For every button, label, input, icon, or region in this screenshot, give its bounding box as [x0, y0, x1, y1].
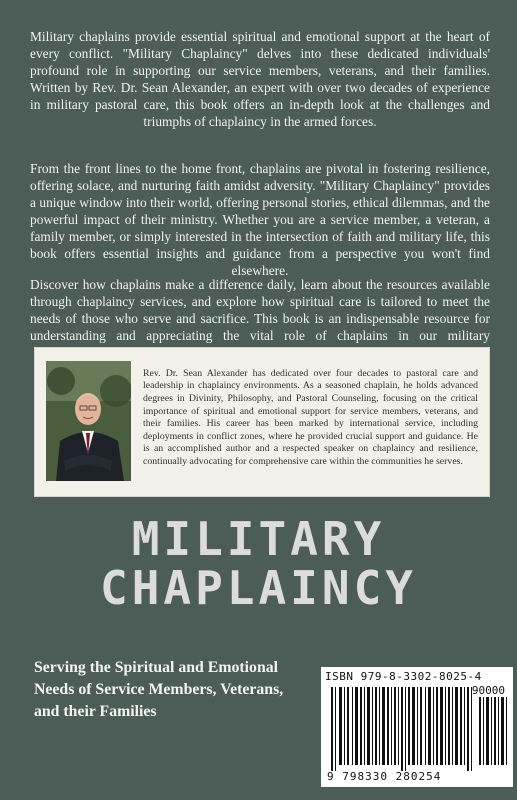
blurb-paragraph-3: Discover how chaplains make a difference daily, learn about the resources available through chaplaincy services, and explore how spiritual care is tailored to meet the needs of those who serve and sacrifice. This book is an indispensable resource for understanding and appreciating the vital role of chaplains in our military [30, 277, 490, 344]
isbn-text: ISBN 979-8-3302-8025-4 [325, 670, 482, 683]
ean-number: 9 798330 280254 [327, 770, 442, 783]
author-photo [46, 361, 131, 481]
barcode-box [321, 667, 513, 787]
barcode-icon [329, 687, 509, 771]
author-bio-text: Rev. Dr. Sean Alexander has dedicated over four decades to pastoral care and leadership in chaplaincy environments. As a seasoned chaplain, he holds advanced degrees in Divinity, Philosophy, and Pastoral Counseling, focusing on the critical importance of spiritual and emotional support for service members, veterans, and their families. His career has been marked by international service, including deployments in conflict zones, where he provided crucial support and guidance. He is an accomplished author and a respected speaker on chaplaincy and resilience, continually advocating for comprehensive care within the communities he serves. [143, 367, 478, 467]
book-title-line-1: MILITARY [131, 512, 386, 566]
blurb-paragraph-2: From the front lines to the home front, chaplains are pivotal in fostering resilience, offering solace, and nurturing faith amidst adversity. "Military Chaplaincy" provides a unique window into their world, offering personal stories, ethical dilemmas, and the powerful impact of their ministry. Whether you are a service member, a veteran, a family member, or simply interested in the intersection of faith and military life, this book offers essential insights and guidance from a perspective you won't find elsewhere. [30, 161, 490, 279]
author-bio-box [34, 347, 490, 497]
price-code: 90000 [471, 684, 505, 697]
book-subtitle: Serving the Spiritual and Emotional Needs of Service Members, Veterans, and their Families [34, 659, 284, 720]
book-title-line-2: CHAPLAINCY [100, 561, 417, 615]
blurb-paragraph-1: Military chaplains provide essential spiritual and emotional support at the heart of every conflict. "Military Chaplaincy" delves into these dedicated individuals' profound role in supporting our service members, veterans, and their families. Written by Rev. Dr. Sean Alexander, an expert with over two decades of experience in military pastoral care, this book offers an in-depth look at the challenges and triumphs of chaplaincy in the armed forces. [30, 29, 490, 130]
author-portrait-icon [46, 361, 131, 481]
